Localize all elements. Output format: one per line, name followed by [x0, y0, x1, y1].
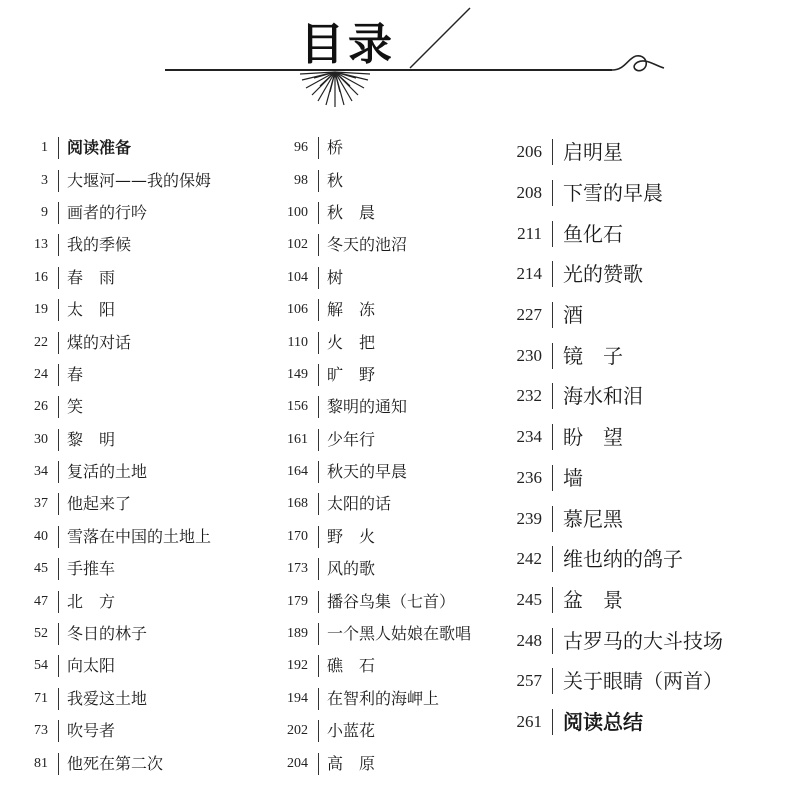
toc-page-number: 202 — [287, 723, 308, 739]
toc-page-number: 206 — [516, 142, 542, 162]
toc-page-number: 149 — [287, 366, 308, 382]
toc-entry-title: 我爱这土地 — [58, 688, 147, 710]
toc-entry-title: 煤的对话 — [58, 332, 131, 354]
toc-entry — [8, 391, 260, 423]
toc-entry — [258, 488, 508, 520]
toc-page-number: 104 — [287, 269, 308, 285]
toc-page-number: 214 — [516, 264, 542, 284]
toc-page-number: 232 — [516, 386, 542, 406]
toc-entry — [258, 553, 508, 585]
toc-page-number: 257 — [516, 671, 542, 691]
toc-entry — [8, 747, 260, 779]
toc-entry — [8, 488, 260, 520]
toc-entry — [500, 132, 790, 173]
toc-entry-title: 画者的行吟 — [58, 202, 147, 224]
toc-entry-title: 启明星 — [552, 139, 623, 165]
toc-page-number: 30 — [34, 431, 48, 447]
toc-entry-title: 雪落在中国的土地上 — [58, 526, 211, 548]
toc-entry-title: 维也纳的鸽子 — [552, 546, 683, 572]
toc-page-number: 161 — [287, 431, 308, 447]
toc-page-number: 96 — [294, 140, 308, 156]
toc-entry-title: 春 — [58, 364, 83, 386]
toc-entry — [500, 539, 790, 580]
toc-page-number: 230 — [516, 345, 542, 365]
toc-entry-title: 冬日的林子 — [58, 623, 147, 645]
toc-entry-title: 野 火 — [318, 526, 375, 548]
toc-entry — [8, 715, 260, 747]
toc-entry-title: 镜 子 — [552, 343, 623, 369]
toc-page-number: 261 — [516, 711, 542, 731]
toc-entry-title: 酒 — [552, 302, 583, 328]
toc-entry-title: 大堰河——我的保姆 — [58, 170, 211, 192]
toc-page-number: 204 — [287, 755, 308, 771]
toc-page-number: 45 — [34, 561, 48, 577]
toc-entry-title: 冬天的池沼 — [318, 234, 407, 256]
toc-entry — [500, 580, 790, 621]
toc-entry — [8, 521, 260, 553]
toc-page-number: 236 — [516, 467, 542, 487]
toc-entry-title: 小蓝花 — [318, 720, 375, 742]
toc-entry — [8, 456, 260, 488]
toc-page-number: 106 — [287, 302, 308, 318]
toc-entry — [8, 294, 260, 326]
toc-page-number: 110 — [287, 334, 308, 350]
toc-entry-title: 黎明的通知 — [318, 396, 407, 418]
toc-entry-title: 复活的土地 — [58, 461, 147, 483]
toc-page-number: 24 — [34, 366, 48, 382]
toc-column-3 — [500, 132, 790, 742]
toc-column-2 — [258, 132, 508, 780]
toc-entry — [258, 326, 508, 358]
toc-entry-title: 盆 景 — [552, 587, 623, 613]
toc-entry — [258, 391, 508, 423]
toc-entry — [258, 197, 508, 229]
toc-page-number: 102 — [287, 237, 308, 253]
toc-entry-title: 关于眼睛（两首） — [552, 668, 723, 694]
toc-entry-title: 秋 晨 — [318, 202, 375, 224]
toc-entry — [500, 498, 790, 539]
toc-entry — [500, 458, 790, 499]
toc-page-number: 239 — [516, 508, 542, 528]
toc-entry-title: 播谷鸟集（七首） — [318, 591, 455, 613]
toc-page-number: 100 — [287, 204, 308, 220]
toc-entry — [500, 213, 790, 254]
toc-page-number: 34 — [34, 464, 48, 480]
toc-entry — [500, 661, 790, 702]
toc-page-number: 54 — [34, 658, 48, 674]
toc-entry-title: 我的季候 — [58, 234, 131, 256]
toc-entry — [8, 132, 260, 164]
toc-entry-title: 手推车 — [58, 558, 115, 580]
toc-entry-title: 向太阳 — [58, 655, 115, 677]
toc-page-number: 40 — [34, 528, 48, 544]
toc-page-number: 13 — [34, 237, 48, 253]
toc-entry — [500, 295, 790, 336]
toc-entry — [258, 747, 508, 779]
toc-entry — [500, 620, 790, 661]
toc-page-number: 71 — [34, 690, 48, 706]
toc-page-number: 52 — [34, 626, 48, 642]
toc-entry-title: 解 冻 — [318, 299, 375, 321]
toc-entry — [258, 715, 508, 747]
toc-entry-title: 海水和泪 — [552, 383, 643, 409]
toc-page-number: 19 — [34, 302, 48, 318]
toc-entry-title: 树 — [318, 267, 343, 289]
toc-entry — [258, 585, 508, 617]
toc-entry — [500, 702, 790, 743]
toc-entry-title: 桥 — [318, 137, 343, 159]
toc-entry-title: 风的歌 — [318, 558, 375, 580]
toc-entry-title: 在智利的海岬上 — [318, 688, 439, 710]
toc-page-number: 26 — [34, 399, 48, 415]
toc-entry — [500, 417, 790, 458]
toc-entry — [258, 262, 508, 294]
toc-page-number: 211 — [517, 223, 542, 243]
toc-entry-title: 阅读总结 — [552, 709, 643, 735]
toc-entry-title: 北 方 — [58, 591, 115, 613]
toc-page-number: 189 — [287, 626, 308, 642]
toc-page-number: 192 — [287, 658, 308, 674]
toc-entry-title: 他起来了 — [58, 493, 131, 515]
toc-entry-title: 礁 石 — [318, 655, 375, 677]
toc-page-number: 73 — [34, 723, 48, 739]
toc-entry-title: 一个黑人姑娘在歌唱 — [318, 623, 471, 645]
toc-entry — [258, 650, 508, 682]
toc-entry — [8, 650, 260, 682]
toc-entry — [258, 618, 508, 650]
toc-page-number: 1 — [41, 140, 48, 156]
toc-page-number: 170 — [287, 528, 308, 544]
toc-entry-title: 慕尼黑 — [552, 506, 623, 532]
toc-entry — [258, 359, 508, 391]
toc-entry-title: 古罗马的大斗技场 — [552, 628, 723, 654]
page-title: 目录 — [300, 19, 396, 70]
toc-page-number: 242 — [516, 549, 542, 569]
toc-entry — [8, 197, 260, 229]
toc-entry — [258, 456, 508, 488]
toc-entry-title: 鱼化石 — [552, 221, 623, 247]
toc-entry — [8, 424, 260, 456]
toc-entry-title: 秋天的早晨 — [318, 461, 407, 483]
toc-entry — [8, 229, 260, 261]
toc-entry-title: 秋 — [318, 170, 343, 192]
toc-page-number: 168 — [287, 496, 308, 512]
toc-page-number: 173 — [287, 561, 308, 577]
toc-entry — [8, 553, 260, 585]
toc-page-number: 234 — [516, 427, 542, 447]
toc-entry — [500, 376, 790, 417]
toc-page-number: 208 — [516, 183, 542, 203]
toc-page-number: 227 — [516, 305, 542, 325]
toc-entry-title: 太阳的话 — [318, 493, 391, 515]
toc-entry — [258, 164, 508, 196]
toc-entry-title: 少年行 — [318, 429, 375, 451]
toc-entry — [8, 326, 260, 358]
toc-entry-title: 光的赞歌 — [552, 261, 643, 287]
toc-column-1 — [8, 132, 260, 780]
toc-page-number: 3 — [41, 172, 48, 188]
toc-entry — [8, 683, 260, 715]
toc-entry — [258, 683, 508, 715]
toc-page-number: 37 — [34, 496, 48, 512]
toc-entry — [8, 164, 260, 196]
toc-entry-title: 下雪的早晨 — [552, 180, 663, 206]
sunburst-ornament-icon — [0, 0, 800, 130]
toc-page-number: 245 — [516, 589, 542, 609]
toc-page-number: 164 — [287, 464, 308, 480]
toc-entry-title: 吹号者 — [58, 720, 115, 742]
toc-entry-title: 高 原 — [318, 753, 375, 775]
toc-entry-title: 春 雨 — [58, 267, 115, 289]
toc-entry — [8, 585, 260, 617]
toc-page-number: 16 — [34, 269, 48, 285]
toc-page-number: 194 — [287, 690, 308, 706]
toc-entry — [258, 132, 508, 164]
toc-entry — [500, 173, 790, 214]
toc-entry-title: 阅读准备 — [58, 137, 131, 159]
toc-page-number: 248 — [516, 630, 542, 650]
toc-page-number: 22 — [34, 334, 48, 350]
toc-entry — [500, 335, 790, 376]
toc-entry-title: 盼 望 — [552, 424, 623, 450]
toc-page-number: 47 — [34, 593, 48, 609]
toc-entry-title: 太 阳 — [58, 299, 115, 321]
toc-entry — [258, 424, 508, 456]
toc-page-number: 9 — [41, 204, 48, 220]
toc-entry-title: 笑 — [58, 396, 83, 418]
toc-entry — [258, 294, 508, 326]
toc-entry — [258, 229, 508, 261]
toc-entry-title: 黎 明 — [58, 429, 115, 451]
toc-page-number: 156 — [287, 399, 308, 415]
toc-page-number: 81 — [34, 755, 48, 771]
toc-entry — [8, 359, 260, 391]
toc-entry — [258, 521, 508, 553]
toc-page-number: 179 — [287, 593, 308, 609]
toc-entry — [8, 262, 260, 294]
toc-entry-title: 墙 — [552, 465, 583, 491]
toc-entry-title: 火 把 — [318, 332, 375, 354]
toc-entry — [8, 618, 260, 650]
toc-entry-title: 他死在第二次 — [58, 753, 163, 775]
toc-page-number: 98 — [294, 172, 308, 188]
toc-entry-title: 旷 野 — [318, 364, 375, 386]
toc-entry — [500, 254, 790, 295]
